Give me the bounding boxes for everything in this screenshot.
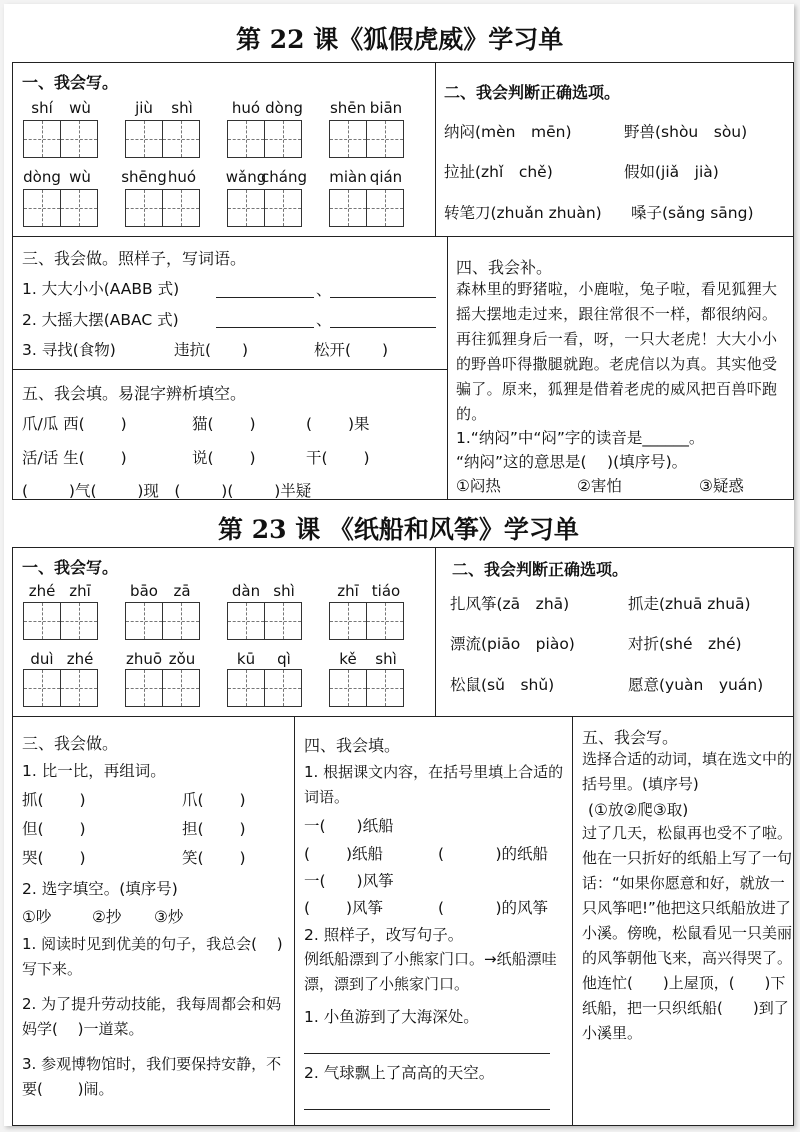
writing-cell[interactable] (329, 120, 367, 158)
character-grid[interactable] (23, 189, 96, 227)
pinyin-label: wù (69, 99, 91, 117)
char-fill[interactable]: 活/话 生( ) (22, 449, 127, 467)
character-grid[interactable] (329, 669, 402, 707)
compare-prompt: 1. 比一比，再组词。 (22, 762, 166, 780)
lesson22-title: 第 22 课《狐假虎威》学习单 (236, 25, 564, 54)
word-blank[interactable]: 笑( ) (182, 849, 246, 867)
writing-cell[interactable] (60, 669, 98, 707)
writing-cell[interactable] (329, 669, 367, 707)
rewrite-item-2: 2. 气球飘上了高高的天空。 (304, 1064, 495, 1082)
choose-question-2: 2. 为了提升劳动技能，我每周都会和妈妈学( )一道菜。 (22, 995, 282, 1038)
option: ②抄 (92, 908, 122, 926)
phrase-blank[interactable]: 一( )风筝 (304, 872, 394, 890)
writing-cell[interactable] (60, 120, 98, 158)
pinyin-label: kū (236, 650, 256, 668)
writing-cell[interactable] (264, 189, 302, 227)
judge-item: 嗓子(sǎng sāng) (631, 204, 754, 222)
answer-line[interactable] (304, 1109, 550, 1110)
writing-cell[interactable] (23, 669, 61, 707)
pinyin-label: shēn (329, 99, 367, 117)
character-grid[interactable] (227, 669, 300, 707)
judge-item: 纳闷(mèn mēn) (444, 123, 572, 141)
word-blank[interactable]: 但( ) (22, 820, 86, 838)
character-grid[interactable] (125, 189, 198, 227)
choose-prompt: 2. 选字填空。(填序号) (22, 880, 178, 898)
character-grid[interactable] (227, 602, 300, 640)
writing-cell[interactable] (227, 602, 265, 640)
worksheet-page (4, 4, 794, 1126)
character-grid[interactable] (227, 189, 300, 227)
writing-cell[interactable] (162, 120, 200, 158)
word-blank[interactable]: 哭( ) (22, 849, 86, 867)
char-fill[interactable]: 干( ) (306, 449, 370, 467)
phrase-blank[interactable]: ( )纸船 (304, 845, 384, 863)
pinyin-label: wù (69, 168, 91, 186)
l23-judge-heading: 二、我会判断正确选项。 (452, 560, 629, 579)
writing-cell[interactable] (264, 602, 302, 640)
option: ①吵 (22, 908, 52, 926)
l22-fill-heading: 五、我会填。易混字辨析填空。 (22, 384, 247, 403)
character-grid[interactable] (329, 189, 402, 227)
writing-cell[interactable] (23, 120, 61, 158)
writing-cell[interactable] (366, 602, 404, 640)
character-grid[interactable] (227, 120, 300, 158)
pinyin-label: huó (167, 168, 197, 186)
lesson23-title: 第 23 课 《纸船和风筝》学习单 (218, 515, 579, 544)
phrase-blank[interactable]: ( )的风筝 (438, 899, 549, 917)
option: ①闷热 (456, 477, 501, 495)
character-grid[interactable] (23, 602, 96, 640)
writing-cell[interactable] (366, 120, 404, 158)
pronunciation-question: 1.“纳闷”中“闷”字的读音是______。 (456, 429, 705, 447)
pinyin-label: miàn (329, 168, 367, 186)
pinyin-label: qì (277, 650, 291, 668)
answer-line[interactable] (330, 327, 436, 328)
word-blank[interactable]: 爪( ) (182, 791, 246, 809)
abac-prompt: 2. 大摇大摆(ABAC 式) (22, 311, 179, 329)
judge-item: 假如(jiǎ jià) (624, 163, 719, 181)
pinyin-label: shì (273, 582, 295, 600)
writing-cell[interactable] (366, 669, 404, 707)
pinyin-label: duì (30, 650, 54, 668)
writing-cell[interactable] (23, 189, 61, 227)
writing-cell[interactable] (329, 189, 367, 227)
option: ③疑惑 (699, 477, 744, 495)
writing-cell[interactable] (264, 120, 302, 158)
squirrel-passage: 过了几天，松鼠再也受不了啦。他在一只折好的纸船上写了一句话：“如果你愿意和好，就放一只风筝吧!”他把这只纸船放进了小溪。傍晚，松鼠看见一只美丽的风筝朝他飞来，高兴得哭了。他连忙( )上屋顶，( )下纸船，把一只织纸船( )到了小溪里。 (582, 824, 793, 1042)
choose-question-1: 1. 阅读时见到优美的句子，我总会( )写下来。 (22, 935, 283, 978)
l23-write-heading: 一、我会写。 (22, 558, 119, 577)
character-grid[interactable] (125, 120, 198, 158)
writing-cell[interactable] (60, 602, 98, 640)
character-grid[interactable] (125, 602, 198, 640)
pinyin-label: shēng (121, 168, 167, 186)
l23-write-passage-heading: 五、我会写。 (582, 728, 679, 747)
fill-intro: 1. 根据课文内容，在括号里填上合适的词语。 (304, 763, 564, 806)
idiom-fill[interactable]: ( )气( )现 ( )( )半疑 (22, 482, 312, 500)
writing-cell[interactable] (125, 189, 163, 227)
answer-line[interactable] (330, 297, 436, 298)
antonym-blank[interactable]: 松开( ) (314, 341, 389, 359)
pinyin-label: zhī (337, 582, 359, 600)
judge-item: 抓走(zhuā zhuā) (628, 595, 751, 613)
writing-cell[interactable] (162, 602, 200, 640)
answer-line[interactable] (304, 1053, 550, 1054)
pinyin-label: shí (31, 99, 53, 117)
writing-cell[interactable] (162, 189, 200, 227)
judge-item: 愿意(yuàn yuán) (628, 676, 764, 694)
judge-item: 转笔刀(zhuǎn zhuàn) (444, 204, 602, 222)
pinyin-label: zhī (69, 582, 91, 600)
pinyin-label: bāo (130, 582, 158, 600)
pinyin-label: kě (339, 650, 357, 668)
writing-cell[interactable] (162, 669, 200, 707)
separator: 、 (316, 311, 332, 329)
char-fill[interactable]: 说( ) (192, 449, 256, 467)
l22-make-words-heading: 三、我会做。照样子，写词语。 (22, 249, 247, 268)
phrase-blank[interactable]: ( )的纸船 (438, 845, 549, 863)
pinyin-label: tiáo (371, 582, 401, 600)
writing-cell[interactable] (227, 189, 265, 227)
pinyin-label: wǎng (225, 168, 267, 186)
judge-item: 对折(shé zhé) (628, 635, 742, 653)
pinyin-label: dàn (231, 582, 261, 600)
option: ③炒 (154, 908, 184, 926)
writing-cell[interactable] (60, 189, 98, 227)
writing-cell[interactable] (125, 602, 163, 640)
verb-intro: 选择合适的动词，填在选文中的括号里。(填序号) (582, 750, 793, 793)
pinyin-label: zhé (66, 650, 94, 668)
meaning-question: “纳闷”这的意思是( )(填序号)。 (456, 453, 688, 471)
pinyin-label: dòng (265, 99, 303, 117)
character-grid[interactable] (329, 602, 402, 640)
writing-cell[interactable] (366, 189, 404, 227)
writing-cell[interactable] (125, 669, 163, 707)
character-grid[interactable] (23, 669, 96, 707)
judge-item: 松鼠(sǔ shǔ) (450, 676, 555, 694)
l22-complete-heading: 四、我会补。 (456, 258, 553, 277)
judge-item: 拉扯(zhǐ chě) (444, 163, 553, 181)
rewrite-prompt: 2. 照样子，改写句子。 (304, 926, 464, 944)
aabb-prompt: 1. 大大小小(AABB 式) (22, 280, 180, 298)
fox-passage: 森林里的野猪啦，小鹿啦，兔子啦，看见狐狸大摇大摆地走过来，跟往常很不一样，都很纳闷。再往狐狸身后一看，呀，一只大老虎！大大小小的野兽吓得撒腿就跑。老虎信以为真。其实他受骗了。原来，狐狸是借着老虎的威风把百兽吓跑的。 (456, 280, 778, 423)
choose-question-3: 3. 参观博物馆时，我们要保持安静，不要( )闹。 (22, 1055, 282, 1098)
char-fill[interactable]: 爪/瓜 西( ) (22, 415, 127, 433)
pinyin-label: zhuō (125, 650, 163, 668)
character-grid[interactable] (125, 669, 198, 707)
phrase-blank[interactable]: ( )风筝 (304, 899, 384, 917)
writing-cell[interactable] (125, 120, 163, 158)
pinyin-label: dòng (23, 168, 61, 186)
pinyin-label: zā (173, 582, 191, 600)
writing-cell[interactable] (329, 602, 367, 640)
separator: 、 (316, 281, 332, 299)
pinyin-label: jiù (135, 99, 153, 117)
writing-cell[interactable] (264, 669, 302, 707)
rewrite-example: 例纸船漂到了小熊家门口。→纸船漂哇漂，漂到了小熊家门口。 (304, 950, 557, 993)
pinyin-label: biān (369, 99, 403, 117)
antonym-example: 3. 寻找(食物) (22, 341, 116, 359)
word-blank[interactable]: 担( ) (182, 820, 246, 838)
pinyin-label: huó (231, 99, 261, 117)
pinyin-label: shì (171, 99, 193, 117)
pinyin-label: shì (375, 650, 397, 668)
l22-write-heading: 一、我会写。 (22, 73, 119, 92)
phrase-blank[interactable]: 一( )纸船 (304, 817, 394, 835)
l23-fill-heading: 四、我会填。 (304, 736, 401, 755)
pinyin-label: zǒu (168, 650, 196, 668)
judge-item: 漂流(piāo piào) (450, 635, 575, 653)
writing-cell[interactable] (227, 669, 265, 707)
l23-make-heading: 三、我会做。 (22, 734, 119, 753)
char-fill[interactable]: 猫( ) (192, 415, 256, 433)
l22-judge-heading: 二、我会判断正确选项。 (444, 83, 621, 102)
pinyin-label: qián (369, 168, 403, 186)
character-grid[interactable] (23, 120, 96, 158)
pinyin-label: cháng (261, 168, 307, 186)
character-grid[interactable] (329, 120, 402, 158)
antonym-blank[interactable]: 违抗( ) (174, 341, 249, 359)
verb-options: (①放②爬③取) (588, 801, 689, 819)
answer-line[interactable] (216, 327, 314, 328)
word-blank[interactable]: 抓( ) (22, 791, 86, 809)
writing-cell[interactable] (23, 602, 61, 640)
option: ②害怕 (577, 477, 622, 495)
judge-item: 野兽(shòu sòu) (624, 123, 748, 141)
answer-line[interactable] (216, 297, 314, 298)
rewrite-item-1: 1. 小鱼游到了大海深处。 (304, 1008, 479, 1026)
writing-cell[interactable] (227, 120, 265, 158)
char-fill[interactable]: ( )果 (306, 415, 370, 433)
pinyin-label: zhé (28, 582, 56, 600)
judge-item: 扎风筝(zā zhā) (450, 595, 570, 613)
